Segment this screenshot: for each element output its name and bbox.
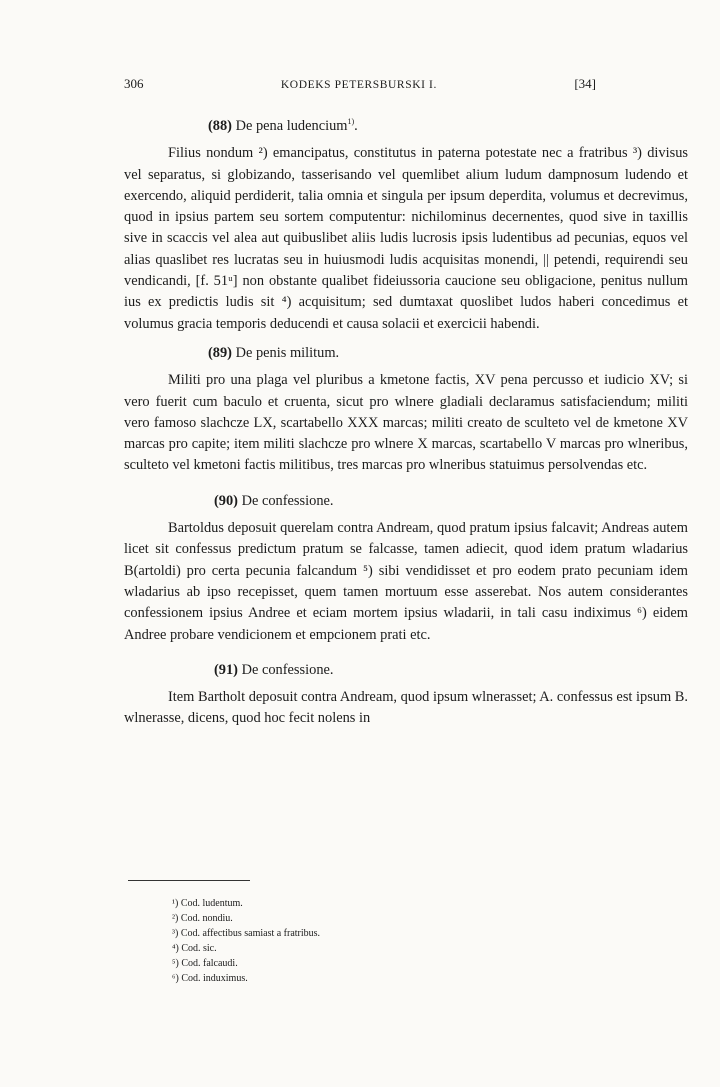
running-title: KODEKS PETERSBURSKI I.	[280, 79, 437, 91]
section-title: De confessione.	[241, 492, 334, 509]
footnote: ⁶) Cod. induximus.	[172, 973, 248, 984]
footnote: ³) Cod. affectibus samiast a fratribus.	[172, 928, 321, 939]
section-heading-88: (88) De pena ludencium$^{1)}$.	[208, 117, 358, 134]
running-header	[124, 76, 596, 92]
footnote: ¹) Cod. ludentum.	[172, 898, 243, 909]
footnote: ⁴) Cod. sic.	[172, 943, 217, 954]
footnote-divider	[128, 880, 250, 881]
section-heading-91	[124, 660, 688, 681]
section-number: (88)	[208, 118, 232, 134]
footnote: ⁵) Cod. falcaudi.	[172, 958, 238, 969]
section-title: De penis militum.	[235, 344, 340, 361]
section-paragraph-90: Bartoldus deposuit querelam contra Andream, quod pratum ipsius falcavit; Andreas autem licet sit confessus predictum pratum se falcasse, tamen adiecit, quod idem pratum wladarius B(artoldi) pro certa pecunia falcandum ⁵) sibi vendidisset et pro eodem prato pecuniam idem wladarius ab ipso recepisset, quem tamen mortuum esse asserebat. Nos autem considerantes confessionem ipsius Andree et eciam mortem ipsius wladarii, in tali casu indiximus ⁶) eidem Andree probare vendicionem et empcionem prati etc.	[124, 520, 688, 643]
section-paragraph-88: Filius nondum ²) emancipatus, constitutus in paterna potestate nec a fratribus ³) divisus vel separatus, si globizando, tasserisando vel quemlibet alium ludum dampnosum ludendo et exercendo, aliquid perdiderit, talia omnia et singula per ipsum deperdita, volumus et decrevimus, quod in ipsius partem seu sortem computentur: nichilominus decernentes, quod sive in taxillis sive in scaccis vel alea aut quibuslibet aliis ludis lucrosis ipsis ludentibus ad pecunias, equos vel alias quaslibet res lucratas seu in huiusmodi ludis acquisitas monendi, || petendi, requirendi seu vendicandi, [f. 51ᵘ] non obstante qualibet fideiussoria caucione seu obligacione, penitus nullum ius ex predictis ludis sit ⁴) acquisitum; sed dumtaxat quoslibet ludos haberi concedimus et volumus gracia temporis deducendi et causa solacii et exercicii habendi.	[124, 145, 688, 332]
section-heading-89	[124, 343, 688, 364]
page-number: 306	[124, 76, 144, 91]
main-text	[124, 116, 688, 730]
folio-marker: [34]	[574, 76, 596, 91]
section-number: (91)	[214, 661, 238, 678]
section-title: De pena ludencium	[235, 118, 348, 134]
section-heading-90	[124, 491, 688, 512]
footnote: ²) Cod. nondiu.	[172, 913, 233, 924]
section-title: De confessione.	[241, 661, 334, 678]
section-paragraph-91: Item Bartholt deposuit contra Andream, quod ipsum wlnerasset; A. confessus est ipsum B. wlnerasse, dicens, quod hoc fecit nolens in	[124, 689, 688, 727]
section-number: (89)	[208, 344, 232, 361]
footnote-ref: 1)	[347, 117, 355, 127]
section-number: (90)	[214, 492, 238, 509]
section-paragraph-89: Militi pro una plaga vel pluribus a kmetone factis, XV pena percusso et iudicio XV; si vero fuerit cum baculo et cruenta, sicut pro wlnere gladiali declaramus satisfaciendum; militi vero famoso slachcze LX, scartabello XXX marcas; militi creato de sculteto vel de kmetone XV marcas pro capite; item militi slachcze pro wlnere X marcas, scartabello V marcas pro wlneribus, sculteto vel kmetoni factis militibus, tres marcas pro wlneribus statuimus persolvendas etc.	[124, 372, 688, 474]
footnotes	[172, 896, 320, 986]
